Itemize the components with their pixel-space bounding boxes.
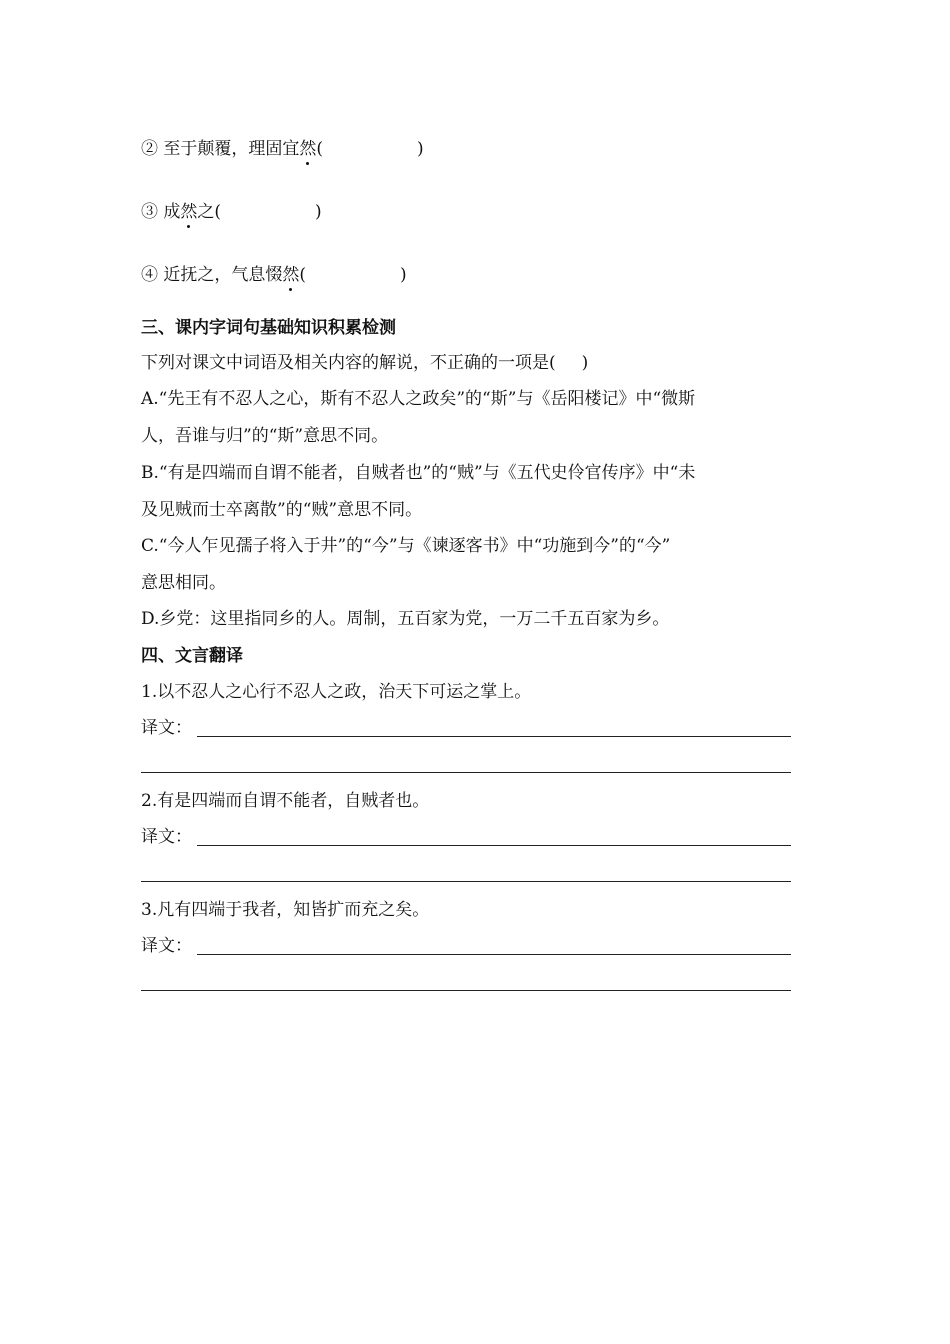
fill-item-3 xyxy=(141,201,322,223)
option-c-line-1: C.“今人乍见孺子将入于井”的“今”与《谏逐客书》中“功施到今”的“今” xyxy=(141,536,671,556)
paren-close: ) xyxy=(315,202,322,222)
section-3-title: 三、课内字词句基础知识积累检测 xyxy=(141,318,396,338)
answer-line[interactable] xyxy=(197,736,791,737)
answer-line[interactable] xyxy=(197,954,791,955)
answer-line[interactable] xyxy=(141,772,791,773)
item-marker: ④ xyxy=(141,265,158,285)
section-4-title: 四、文言翻译 xyxy=(141,646,243,666)
item-text-after: ( xyxy=(299,265,307,285)
answer-line[interactable] xyxy=(141,881,791,882)
answer-label: 译文： xyxy=(141,827,192,847)
dotted-char: 然 xyxy=(282,265,300,285)
translation-sentence-1: 1.以不忍人之心行不忍人之政，治天下可运之掌上。 xyxy=(141,682,532,702)
fill-item-2 xyxy=(141,138,424,160)
paren-close: ) xyxy=(581,353,589,373)
item-text: 近抚之，气息惙 xyxy=(158,265,283,285)
option-a-line-1: A.“先王有不忍人之心，斯有不忍人之政矣”的“斯”与《岳阳楼记》中“微斯 xyxy=(141,389,696,409)
translation-sentence-2: 2.有是四端而自谓不能者，自贼者也。 xyxy=(141,791,430,811)
answer-label: 译文： xyxy=(141,936,192,956)
translation-sentence-3: 3.凡有四端于我者，知皆扩而充之矣。 xyxy=(141,900,430,920)
item-text-after: 之( xyxy=(197,202,222,222)
item-text: 至于颠覆，理固宜 xyxy=(158,139,300,159)
option-d: D.乡党：这里指同乡的人。周制，五百家为党，一万二千五百家为乡。 xyxy=(141,609,670,629)
item-text: 成 xyxy=(158,202,181,222)
answer-label: 译文： xyxy=(141,718,192,738)
item-marker: ② xyxy=(141,139,158,159)
fill-item-4 xyxy=(141,264,407,286)
answer-line[interactable] xyxy=(197,845,791,846)
paren-close: ) xyxy=(400,265,407,285)
dotted-char: 然 xyxy=(299,139,317,159)
question-text: 下列对课文中词语及相关内容的解说，不正确的一项是( xyxy=(141,353,556,373)
dotted-char: 然 xyxy=(180,202,198,222)
paren-close: ) xyxy=(417,139,424,159)
option-c-line-2: 意思相同。 xyxy=(141,573,226,593)
item-marker: ③ xyxy=(141,202,158,222)
answer-line[interactable] xyxy=(141,990,791,991)
option-a-line-2: 人，吾谁与归”的“斯”意思不同。 xyxy=(141,426,389,446)
item-text-after: ( xyxy=(316,139,324,159)
option-b-line-1: B.“有是四端而自谓不能者，自贼者也”的“贼”与《五代史伶官传序》中“未 xyxy=(141,463,696,483)
option-b-line-2: 及见贼而士卒离散”的“贼”意思不同。 xyxy=(141,500,423,520)
section-3-question xyxy=(141,352,588,374)
